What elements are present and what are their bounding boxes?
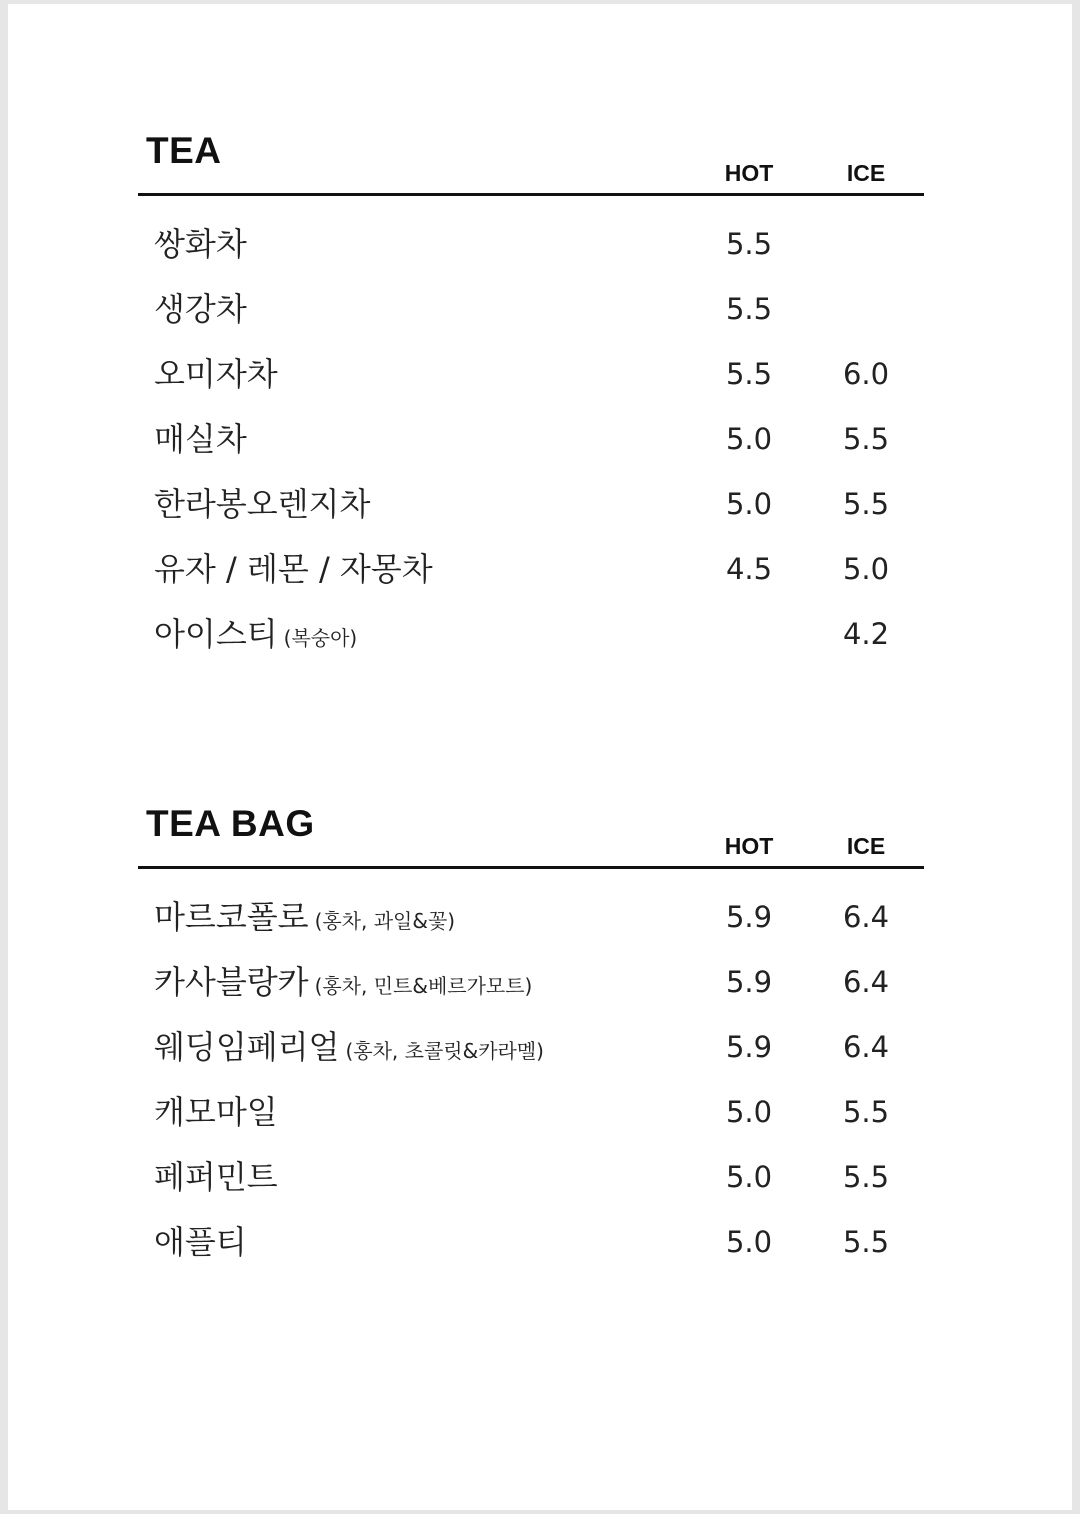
menu-item xyxy=(138,344,924,409)
item-name: 카사블랑카 xyxy=(154,963,309,1001)
item-name: 아이스티 xyxy=(154,615,278,653)
hot-price: 5.0 xyxy=(725,1225,773,1259)
ice-price: 5.0 xyxy=(842,552,890,586)
hot-price: 5.0 xyxy=(725,1160,773,1194)
teabag-section xyxy=(138,802,924,1277)
item-note: (홍차, 민트&베르가모트) xyxy=(314,974,533,998)
hot-price: 5.9 xyxy=(725,1030,773,1064)
hot-price: 5.5 xyxy=(725,292,773,326)
ice-price: 6.4 xyxy=(842,1030,890,1064)
menu-item xyxy=(138,604,924,669)
hot-price: 5.5 xyxy=(725,357,773,391)
menu-item xyxy=(138,1082,924,1147)
teabag-item-list xyxy=(138,887,924,1277)
hot-price: 5.9 xyxy=(725,900,773,934)
hot-price: 5.0 xyxy=(725,1095,773,1129)
item-name: 쌍화차 xyxy=(154,225,247,263)
item-note: (복숭아) xyxy=(283,626,358,650)
menu-item xyxy=(138,474,924,539)
section-title: TEA xyxy=(146,130,222,171)
ice-price: 5.5 xyxy=(842,1095,890,1129)
tea-item-list xyxy=(138,214,924,669)
section-title: TEA BAG xyxy=(146,803,315,844)
menu-item xyxy=(138,1212,924,1277)
menu-item xyxy=(138,1017,924,1082)
menu-item xyxy=(138,952,924,1017)
menu-item xyxy=(138,539,924,604)
item-name: 생강차 xyxy=(154,290,247,328)
item-name: 애플티 xyxy=(154,1223,247,1261)
ice-price: 5.5 xyxy=(842,422,890,456)
hot-column-header: HOT xyxy=(724,160,774,186)
item-name: 마르코폴로 xyxy=(154,898,309,936)
item-name: 오미자차 xyxy=(154,355,278,393)
item-name: 유자 / 레몬 / 자몽차 xyxy=(154,550,433,588)
item-note: (홍차, 초콜릿&카라멜) xyxy=(345,1039,544,1063)
ice-column-header: ICE xyxy=(846,833,886,859)
hot-price: 5.0 xyxy=(725,422,773,456)
teabag-section-header xyxy=(138,802,924,869)
ice-price: 5.5 xyxy=(842,487,890,521)
ice-price: 6.4 xyxy=(842,965,890,999)
menu-page xyxy=(8,4,1072,1510)
item-note: (홍차, 과일&꽃) xyxy=(314,909,456,933)
hot-price: 5.0 xyxy=(725,487,773,521)
tea-section xyxy=(138,129,924,669)
item-name: 페퍼민트 xyxy=(154,1158,278,1196)
ice-price: 6.4 xyxy=(842,900,890,934)
ice-price: 6.0 xyxy=(842,357,890,391)
menu-item xyxy=(138,279,924,344)
hot-price: 5.5 xyxy=(725,227,773,261)
item-name: 웨딩임페리얼 xyxy=(154,1028,340,1066)
menu-item xyxy=(138,214,924,279)
item-name: 매실차 xyxy=(154,420,247,458)
ice-price: 5.5 xyxy=(842,1225,890,1259)
tea-section-header xyxy=(138,129,924,196)
ice-price: 5.5 xyxy=(842,1160,890,1194)
menu-item xyxy=(138,887,924,952)
item-name: 캐모마일 xyxy=(154,1093,278,1131)
menu-item xyxy=(138,409,924,474)
hot-column-header: HOT xyxy=(724,833,774,859)
menu-item xyxy=(138,1147,924,1212)
ice-price: 4.2 xyxy=(842,617,890,651)
ice-column-header: ICE xyxy=(846,160,886,186)
item-name: 한라봉오렌지차 xyxy=(154,485,371,523)
hot-price: 4.5 xyxy=(725,552,773,586)
hot-price: 5.9 xyxy=(725,965,773,999)
